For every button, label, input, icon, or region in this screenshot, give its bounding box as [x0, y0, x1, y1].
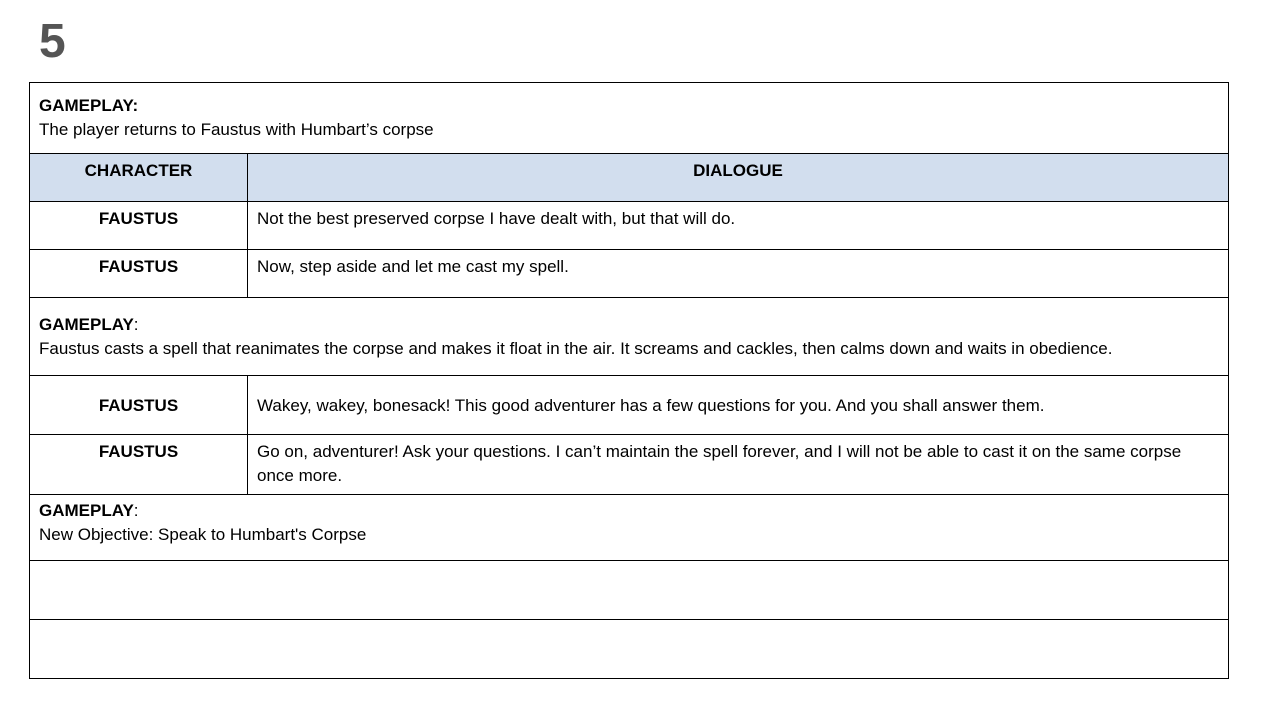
empty-cell — [30, 620, 1229, 679]
dialogue-line: Now, step aside and let me cast my spell. — [248, 250, 1229, 298]
gameplay-label: GAMEPLAY: — [39, 96, 139, 115]
gameplay-row — [30, 298, 1229, 376]
gameplay-cell — [30, 298, 1229, 376]
gameplay-cell — [30, 83, 1229, 154]
empty-cell — [30, 561, 1229, 620]
character-name: FAUSTUS — [30, 435, 248, 495]
gameplay-row — [30, 83, 1229, 154]
table-header-row — [30, 154, 1229, 202]
empty-row — [30, 561, 1229, 620]
gameplay-cell — [30, 495, 1229, 561]
gameplay-row — [30, 495, 1229, 561]
dialogue-script-table — [29, 82, 1229, 679]
gameplay-description: New Objective: Speak to Humbart's Corpse — [39, 525, 367, 544]
dialogue-row — [30, 376, 1229, 435]
dialogue-line: Wakey, wakey, bonesack! This good adventurer has a few questions for you. And you shall answer them. — [248, 376, 1229, 435]
character-column-header: CHARACTER — [30, 154, 248, 202]
character-name: FAUSTUS — [30, 250, 248, 298]
gameplay-label-colon: : — [133, 315, 139, 334]
dialogue-row — [30, 202, 1229, 250]
dialogue-line: Go on, adventurer! Ask your questions. I can’t maintain the spell forever, and I will not be able to cast it on the same corpse once more. — [248, 435, 1229, 495]
gameplay-label: GAMEPLAY — [39, 501, 134, 520]
dialogue-row — [30, 250, 1229, 298]
dialogue-column-header: DIALOGUE — [248, 154, 1229, 202]
dialogue-line: Not the best preserved corpse I have dealt with, but that will do. — [248, 202, 1229, 250]
gameplay-label: GAMEPLAY — [39, 315, 134, 334]
empty-row — [30, 620, 1229, 679]
gameplay-label-colon: : — [133, 501, 139, 520]
dialogue-row — [30, 435, 1229, 495]
character-name: FAUSTUS — [30, 376, 248, 435]
page-number: 5 — [39, 15, 66, 68]
character-name: FAUSTUS — [30, 202, 248, 250]
gameplay-description: The player returns to Faustus with Humbart’s corpse — [39, 120, 434, 139]
gameplay-description: Faustus casts a spell that reanimates the corpse and makes it float in the air. It screams and cackles, then calms down and waits in obedience. — [39, 339, 1113, 358]
